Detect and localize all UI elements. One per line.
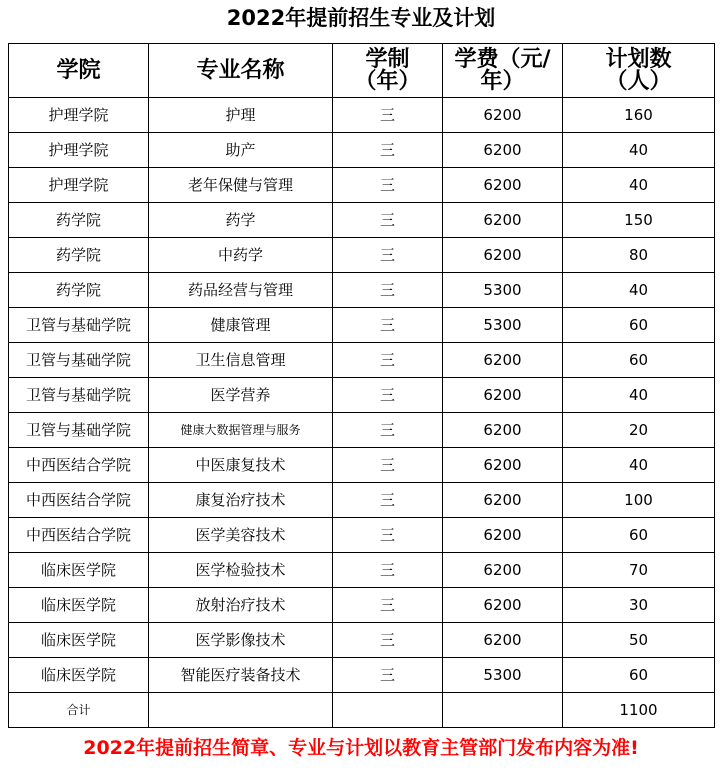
cell-fee: 5300 <box>443 658 563 693</box>
cell-fee: 6200 <box>443 553 563 588</box>
table-row <box>9 343 715 378</box>
table-row <box>9 518 715 553</box>
table-row <box>9 623 715 658</box>
table-row <box>9 588 715 623</box>
cell-quota: 80 <box>563 238 715 273</box>
cell-college: 卫管与基础学院 <box>9 343 149 378</box>
footer-notice: 2022年提前招生简章、专业与计划以教育主管部门发布内容为准! <box>83 737 639 759</box>
cell-major: 助产 <box>149 133 333 168</box>
cell-fee: 6200 <box>443 98 563 133</box>
cell-fee: 6200 <box>443 413 563 448</box>
cell-duration: 三 <box>333 483 443 518</box>
cell-fee: 5300 <box>443 273 563 308</box>
enrollment-plan-table <box>8 43 715 728</box>
table-header-row <box>9 44 715 98</box>
table-row <box>9 413 715 448</box>
table-row <box>9 448 715 483</box>
cell-major: 护理 <box>149 98 333 133</box>
cell-major: 医学影像技术 <box>149 623 333 658</box>
cell-fee: 6200 <box>443 168 563 203</box>
total-quota: 1100 <box>563 693 715 728</box>
cell-quota: 60 <box>563 658 715 693</box>
cell-college: 临床医学院 <box>9 623 149 658</box>
page-title: 2022年提前招生专业及计划 <box>226 6 496 30</box>
cell-college: 中西医结合学院 <box>9 483 149 518</box>
table-row <box>9 133 715 168</box>
cell-major: 药学 <box>149 203 333 238</box>
cell-fee: 6200 <box>443 588 563 623</box>
cell-quota: 60 <box>563 518 715 553</box>
cell-quota: 40 <box>563 378 715 413</box>
cell-college: 临床医学院 <box>9 553 149 588</box>
cell-major: 老年保健与管理 <box>149 168 333 203</box>
header-major: 专业名称 <box>149 44 333 98</box>
cell-quota: 60 <box>563 343 715 378</box>
cell-duration: 三 <box>333 238 443 273</box>
cell-fee: 5300 <box>443 308 563 343</box>
header-duration <box>333 44 443 98</box>
table-row <box>9 483 715 518</box>
cell-duration: 三 <box>333 203 443 238</box>
cell-quota: 160 <box>563 98 715 133</box>
cell-major: 放射治疗技术 <box>149 588 333 623</box>
table-row <box>9 168 715 203</box>
cell-duration: 三 <box>333 308 443 343</box>
cell-major: 健康管理 <box>149 308 333 343</box>
cell-major: 医学美容技术 <box>149 518 333 553</box>
cell-college: 中西医结合学院 <box>9 518 149 553</box>
cell-quota: 20 <box>563 413 715 448</box>
cell-fee: 6200 <box>443 518 563 553</box>
cell-quota: 40 <box>563 273 715 308</box>
cell-college: 卫管与基础学院 <box>9 308 149 343</box>
cell-fee: 6200 <box>443 203 563 238</box>
cell-duration: 三 <box>333 588 443 623</box>
cell-quota: 40 <box>563 133 715 168</box>
cell-major: 药品经营与管理 <box>149 273 333 308</box>
total-label: 合计 <box>9 693 149 728</box>
cell-fee: 6200 <box>443 378 563 413</box>
cell-fee: 6200 <box>443 623 563 658</box>
cell-duration: 三 <box>333 168 443 203</box>
cell-major: 医学检验技术 <box>149 553 333 588</box>
total-empty-duration <box>333 693 443 728</box>
cell-college: 临床医学院 <box>9 658 149 693</box>
cell-college: 护理学院 <box>9 168 149 203</box>
table-row <box>9 238 715 273</box>
cell-duration: 三 <box>333 518 443 553</box>
cell-major: 中药学 <box>149 238 333 273</box>
total-empty-major <box>149 693 333 728</box>
cell-college: 药学院 <box>9 238 149 273</box>
table-row <box>9 273 715 308</box>
cell-fee: 6200 <box>443 343 563 378</box>
cell-quota: 100 <box>563 483 715 518</box>
table-row <box>9 658 715 693</box>
header-fee <box>443 44 563 98</box>
cell-college: 中西医结合学院 <box>9 448 149 483</box>
cell-college: 护理学院 <box>9 133 149 168</box>
cell-fee: 6200 <box>443 448 563 483</box>
total-empty-fee <box>443 693 563 728</box>
total-row <box>9 693 715 728</box>
cell-college: 护理学院 <box>9 98 149 133</box>
table-row <box>9 378 715 413</box>
header-quota-line1: 计划数 <box>605 46 672 72</box>
cell-duration: 三 <box>333 133 443 168</box>
cell-duration: 三 <box>333 273 443 308</box>
cell-quota: 60 <box>563 308 715 343</box>
header-fee-line1: 学费（元/ <box>454 46 551 72</box>
table-row <box>9 98 715 133</box>
header-fee-line2: 年） <box>480 68 525 94</box>
header-quota <box>563 44 715 98</box>
cell-fee: 6200 <box>443 483 563 518</box>
cell-major: 健康大数据管理与服务 <box>149 413 333 448</box>
cell-quota: 40 <box>563 168 715 203</box>
cell-quota: 30 <box>563 588 715 623</box>
cell-duration: 三 <box>333 378 443 413</box>
cell-duration: 三 <box>333 343 443 378</box>
header-duration-line2: （年） <box>354 68 421 94</box>
cell-major: 卫生信息管理 <box>149 343 333 378</box>
cell-major: 中医康复技术 <box>149 448 333 483</box>
cell-duration: 三 <box>333 413 443 448</box>
cell-quota: 40 <box>563 448 715 483</box>
cell-duration: 三 <box>333 553 443 588</box>
cell-college: 卫管与基础学院 <box>9 413 149 448</box>
cell-major: 医学营养 <box>149 378 333 413</box>
table-row <box>9 203 715 238</box>
cell-fee: 6200 <box>443 238 563 273</box>
cell-college: 药学院 <box>9 203 149 238</box>
cell-duration: 三 <box>333 623 443 658</box>
cell-college: 卫管与基础学院 <box>9 378 149 413</box>
cell-duration: 三 <box>333 658 443 693</box>
table-row <box>9 553 715 588</box>
header-duration-line1: 学制 <box>365 46 410 72</box>
cell-fee: 6200 <box>443 133 563 168</box>
cell-major: 康复治疗技术 <box>149 483 333 518</box>
cell-college: 临床医学院 <box>9 588 149 623</box>
cell-quota: 70 <box>563 553 715 588</box>
cell-college: 药学院 <box>9 273 149 308</box>
cell-quota: 50 <box>563 623 715 658</box>
table-row <box>9 308 715 343</box>
header-quota-line2: （人） <box>605 68 672 94</box>
cell-duration: 三 <box>333 98 443 133</box>
cell-duration: 三 <box>333 448 443 483</box>
header-college: 学院 <box>9 44 149 98</box>
cell-quota: 150 <box>563 203 715 238</box>
cell-major: 智能医疗装备技术 <box>149 658 333 693</box>
